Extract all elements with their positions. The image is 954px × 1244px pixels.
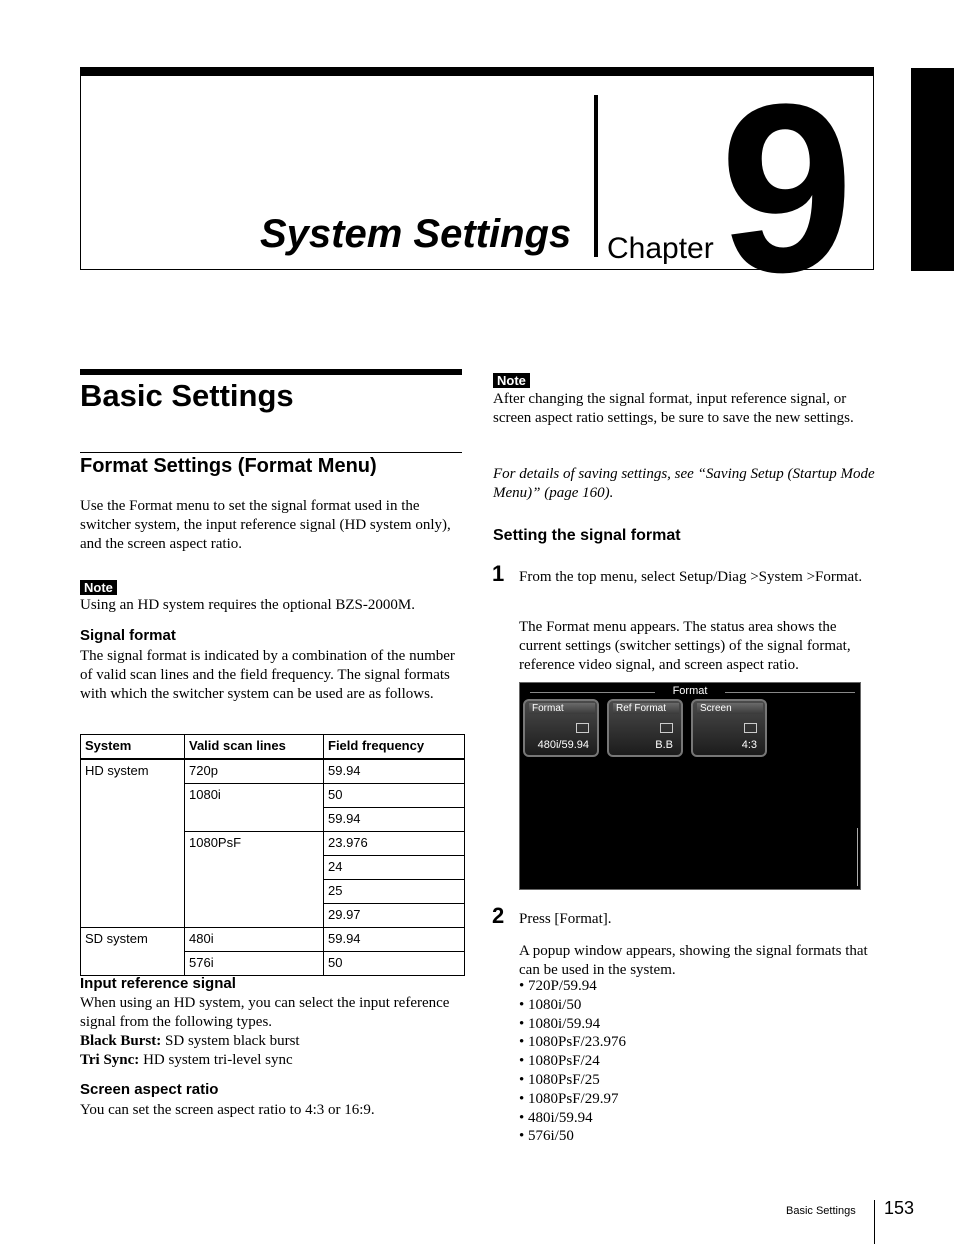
input-reference-heading: Input reference signal (80, 975, 236, 992)
table-cell-frequency: 23.976 (324, 832, 465, 856)
table-cell-lines: 1080i (185, 784, 324, 832)
table-row (81, 759, 465, 784)
procedure-heading: Setting the signal format (493, 527, 681, 544)
table-cell-lines: 1080PsF (185, 832, 324, 928)
table-cell-frequency: 24 (324, 856, 465, 880)
window-icon (660, 723, 673, 733)
step-text: Press [Format]. (519, 911, 612, 927)
note-text: Using an HD system requires the optional BZS-2000M. (80, 597, 415, 613)
list-item: • 1080PsF/24 (519, 1052, 626, 1071)
screen-title-rule (725, 692, 855, 693)
black-burst-label: Black Burst: (80, 1033, 162, 1049)
note-badge: Note (80, 580, 117, 595)
table-cell-frequency: 50 (324, 952, 465, 976)
chapter-label: Chapter (607, 232, 714, 265)
black-burst-line (80, 1032, 300, 1051)
chapter-side-tab (911, 68, 954, 271)
step-result: The Format menu appears. The status area shows the current settings (switcher settings) of the signal format, reference video signal, and screen aspect ratio. (519, 619, 851, 673)
screen-button[interactable] (691, 699, 767, 757)
ref-format-button[interactable] (607, 699, 683, 757)
table-cell-frequency: 59.94 (324, 808, 465, 832)
table-cell-frequency: 59.94 (324, 759, 465, 784)
screen-button-value: 4:3 (741, 739, 757, 751)
screen-scroll-edge (857, 828, 858, 886)
tri-sync-line (80, 1051, 293, 1070)
step-text: From the top menu, select Setup/Diag >System >Format. (519, 569, 863, 585)
list-item: • 1080PsF/23.976 (519, 1033, 626, 1052)
signal-format-text: The signal format is indicated by a combination of the number of valid scan lines and the field frequency. The signal formats with which the switcher system can be used are as follows. (80, 648, 455, 702)
step-result: A popup window appears, showing the signal formats that can be used in the system. (519, 943, 868, 978)
footer-section-label: Basic Settings (786, 1205, 856, 1217)
signal-format-heading: Signal format (80, 627, 176, 644)
format-button-label: Format (529, 703, 595, 714)
chapter-title: System Settings (260, 212, 572, 256)
section-heading: Basic Settings (80, 378, 294, 413)
table-cell-frequency: 59.94 (324, 928, 465, 952)
format-button-value: 480i/59.94 (537, 739, 589, 751)
input-reference-text: When using an HD system, you can select the input reference signal from the following types. (80, 995, 450, 1030)
table-header-row (81, 735, 465, 760)
footer-divider (874, 1200, 875, 1244)
list-item: • 1080i/59.94 (519, 1015, 626, 1034)
format-button[interactable] (523, 699, 599, 757)
ref-format-button-label: Ref Format (613, 703, 679, 714)
list-item: • 480i/59.94 (519, 1109, 626, 1128)
table-cell-frequency: 29.97 (324, 904, 465, 928)
subsection-heading: Format Settings (Format Menu) (80, 455, 377, 477)
table-cell-system: SD system (81, 928, 185, 976)
tri-sync-text: HD system tri-level sync (139, 1052, 293, 1068)
section-rule (80, 369, 462, 375)
format-list (519, 977, 626, 1146)
black-burst-text: SD system black burst (161, 1033, 300, 1049)
window-icon (744, 723, 757, 733)
screen-title: Format (672, 685, 708, 697)
details-reference: For details of saving settings, see “Saving Setup (Startup Mode Menu)” (page 160). (493, 466, 875, 501)
subsection-rule (80, 452, 462, 453)
format-menu-screenshot (519, 682, 861, 890)
note-text: After changing the signal format, input reference signal, or screen aspect ratio settings, be sure to save the new settings. (493, 391, 854, 426)
table-header-cell: Valid scan lines (185, 735, 324, 760)
signal-format-table (80, 734, 465, 976)
intro-paragraph: Use the Format menu to set the signal format used in the switcher system, the input reference signal (HD system only), and the screen aspect ratio. (80, 498, 451, 552)
note-badge: Note (493, 373, 530, 388)
aspect-text: You can set the screen aspect ratio to 4:3 or 16:9. (80, 1102, 375, 1118)
ref-format-button-value: B.B (655, 739, 673, 751)
chapter-divider (594, 95, 598, 257)
step-number: 1 (492, 561, 505, 586)
table-cell-lines: 720p (185, 759, 324, 784)
list-item: • 720P/59.94 (519, 977, 626, 996)
table-cell-system: HD system (81, 759, 185, 928)
table-header-cell: Field frequency (324, 735, 465, 760)
screen-button-label: Screen (697, 703, 763, 714)
aspect-heading: Screen aspect ratio (80, 1081, 219, 1098)
list-item: • 576i/50 (519, 1127, 626, 1146)
table-header-cell: System (81, 735, 185, 760)
table-cell-frequency: 25 (324, 880, 465, 904)
table-cell-lines: 480i (185, 928, 324, 952)
list-item: • 1080PsF/25 (519, 1071, 626, 1090)
table-cell-frequency: 50 (324, 784, 465, 808)
page-number: 153 (884, 1198, 915, 1218)
table-row (81, 928, 465, 952)
table-cell-lines: 576i (185, 952, 324, 976)
tri-sync-label: Tri Sync: (80, 1052, 140, 1068)
chapter-number: 9 (720, 54, 854, 322)
list-item: • 1080PsF/29.97 (519, 1090, 626, 1109)
step-number: 2 (492, 903, 505, 928)
window-icon (576, 723, 589, 733)
list-item: • 1080i/50 (519, 996, 626, 1015)
